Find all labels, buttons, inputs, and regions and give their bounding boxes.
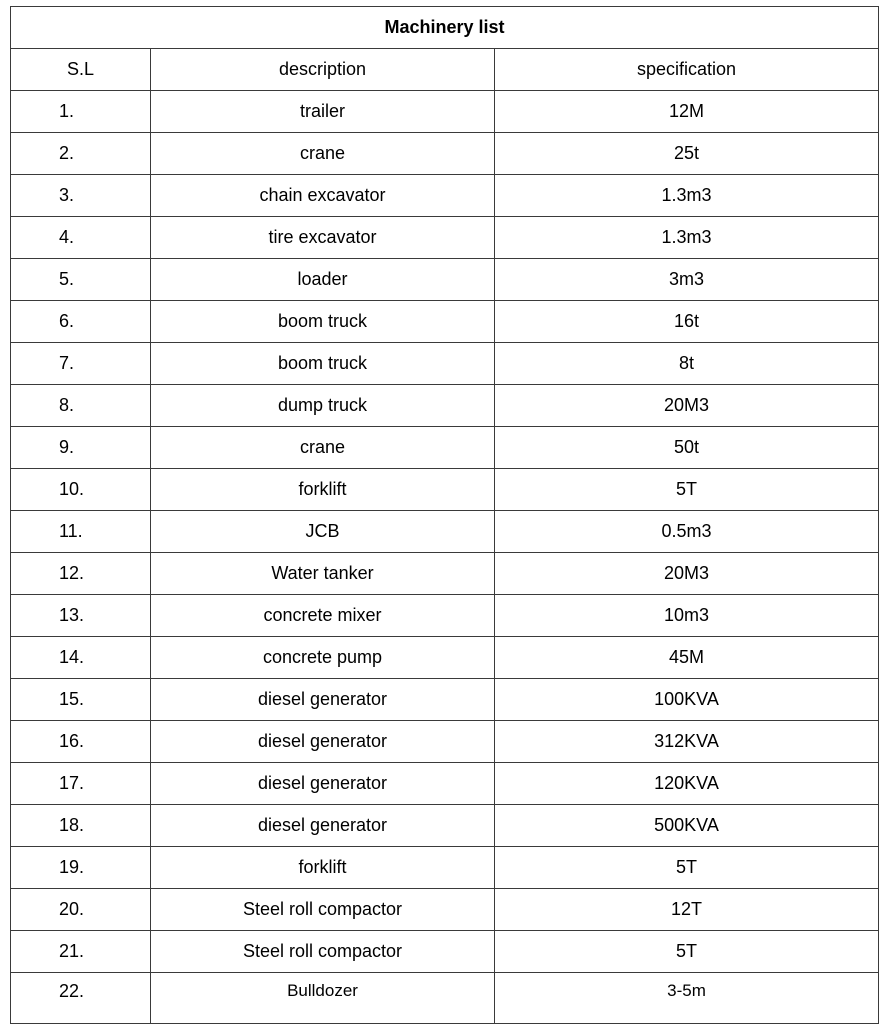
row-description: crane xyxy=(151,427,495,469)
row-sl: 9. xyxy=(11,427,151,469)
row-specification: 500KVA xyxy=(495,805,879,847)
row-description: dump truck xyxy=(151,385,495,427)
row-specification: 8t xyxy=(495,343,879,385)
title-row xyxy=(11,7,879,49)
row-specification: 12M xyxy=(495,91,879,133)
row-specification: 20M3 xyxy=(495,385,879,427)
row-specification: 120KVA xyxy=(495,763,879,805)
table-row xyxy=(11,637,879,679)
table-row xyxy=(11,931,879,973)
table-row xyxy=(11,469,879,511)
row-specification: 1.3m3 xyxy=(495,217,879,259)
table-row xyxy=(11,889,879,931)
row-specification: 5T xyxy=(495,931,879,973)
row-description: concrete mixer xyxy=(151,595,495,637)
table-row xyxy=(11,259,879,301)
table-row xyxy=(11,511,879,553)
row-description: Steel roll compactor xyxy=(151,889,495,931)
row-sl: 15. xyxy=(11,679,151,721)
table-row xyxy=(11,385,879,427)
row-description: trailer xyxy=(151,91,495,133)
row-sl: 8. xyxy=(11,385,151,427)
row-specification: 0.5m3 xyxy=(495,511,879,553)
row-specification: 25t xyxy=(495,133,879,175)
table-row xyxy=(11,973,879,1024)
row-description: boom truck xyxy=(151,343,495,385)
row-specification: 312KVA xyxy=(495,721,879,763)
header-row xyxy=(11,49,879,91)
table-row xyxy=(11,805,879,847)
row-description: diesel generator xyxy=(151,805,495,847)
table-row xyxy=(11,847,879,889)
row-description: Steel roll compactor xyxy=(151,931,495,973)
row-sl: 2. xyxy=(11,133,151,175)
table-row xyxy=(11,553,879,595)
row-specification: 3m3 xyxy=(495,259,879,301)
table-row xyxy=(11,595,879,637)
row-description: Water tanker xyxy=(151,553,495,595)
row-description: forklift xyxy=(151,469,495,511)
table-row xyxy=(11,427,879,469)
table-row xyxy=(11,343,879,385)
row-specification: 5T xyxy=(495,847,879,889)
row-sl: 6. xyxy=(11,301,151,343)
row-sl: 20. xyxy=(11,889,151,931)
row-description: chain excavator xyxy=(151,175,495,217)
table-row xyxy=(11,91,879,133)
row-sl: 5. xyxy=(11,259,151,301)
row-sl: 4. xyxy=(11,217,151,259)
row-specification: 12T xyxy=(495,889,879,931)
row-sl: 12. xyxy=(11,553,151,595)
row-sl: 3. xyxy=(11,175,151,217)
row-specification: 20M3 xyxy=(495,553,879,595)
row-specification: 100KVA xyxy=(495,679,879,721)
row-description: loader xyxy=(151,259,495,301)
row-sl: 21. xyxy=(11,931,151,973)
row-sl: 11. xyxy=(11,511,151,553)
table-row xyxy=(11,133,879,175)
row-sl: 19. xyxy=(11,847,151,889)
row-description: diesel generator xyxy=(151,679,495,721)
row-description: tire excavator xyxy=(151,217,495,259)
table-row xyxy=(11,175,879,217)
header-sl: S.L xyxy=(11,49,151,91)
table-row xyxy=(11,679,879,721)
row-description: diesel generator xyxy=(151,721,495,763)
row-specification: 50t xyxy=(495,427,879,469)
row-sl: 16. xyxy=(11,721,151,763)
row-sl: 17. xyxy=(11,763,151,805)
row-description: diesel generator xyxy=(151,763,495,805)
row-specification: 10m3 xyxy=(495,595,879,637)
table-row xyxy=(11,721,879,763)
row-description: boom truck xyxy=(151,301,495,343)
row-sl: 13. xyxy=(11,595,151,637)
row-sl: 1. xyxy=(11,91,151,133)
row-description: concrete pump xyxy=(151,637,495,679)
row-sl: 10. xyxy=(11,469,151,511)
row-specification: 1.3m3 xyxy=(495,175,879,217)
row-sl: 18. xyxy=(11,805,151,847)
table-row xyxy=(11,301,879,343)
row-specification: 16t xyxy=(495,301,879,343)
machinery-table xyxy=(10,6,879,1024)
row-description: crane xyxy=(151,133,495,175)
row-description: forklift xyxy=(151,847,495,889)
header-specification: specification xyxy=(495,49,879,91)
header-description: description xyxy=(151,49,495,91)
row-sl: 7. xyxy=(11,343,151,385)
row-specification: 45M xyxy=(495,637,879,679)
table-title: Machinery list xyxy=(11,7,879,49)
table-row xyxy=(11,763,879,805)
row-sl: 14. xyxy=(11,637,151,679)
row-description: JCB xyxy=(151,511,495,553)
row-sl: 22. xyxy=(11,973,151,1024)
row-specification: 3-5m xyxy=(495,973,879,1024)
table-row xyxy=(11,217,879,259)
row-specification: 5T xyxy=(495,469,879,511)
row-description: Bulldozer xyxy=(151,973,495,1024)
